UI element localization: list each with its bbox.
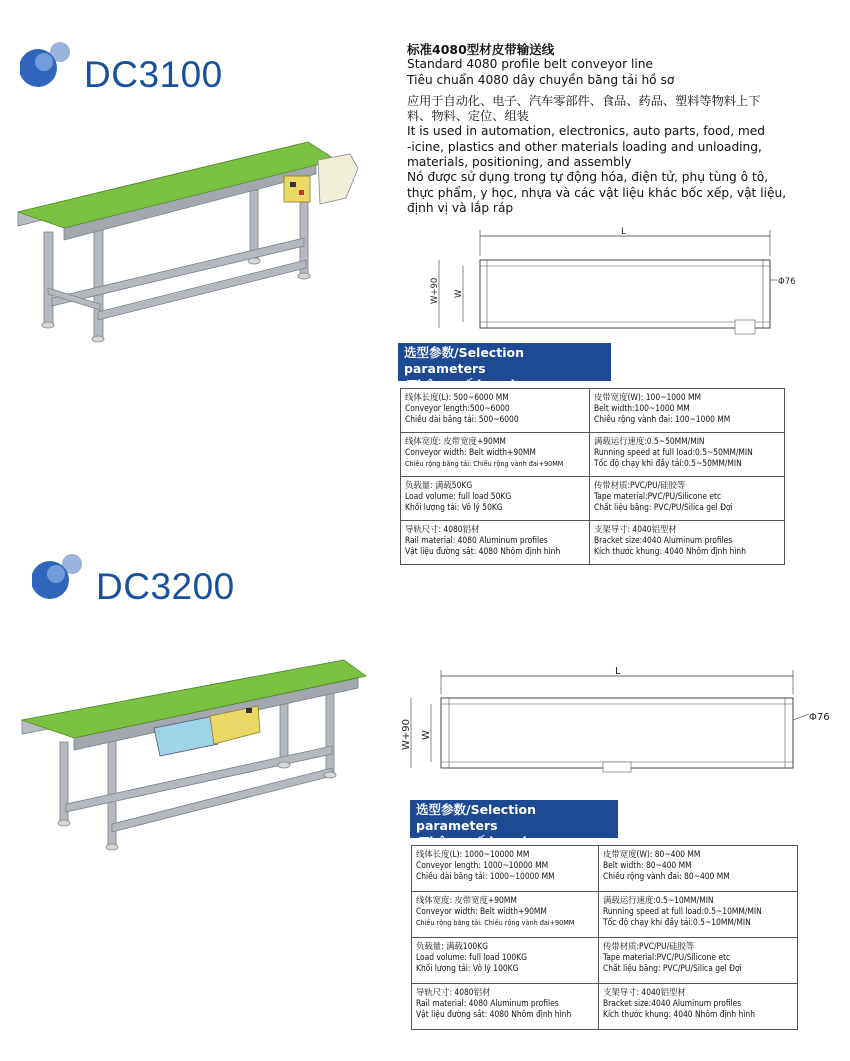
table-row: [401, 477, 785, 521]
spec-cell-length: 线体长度(L): 1000~10000 MM Conveyor length: 1000~10000 MM Chiều dài băng tải: 1000~10000 MM: [412, 846, 599, 892]
title-cn: 标准4080型材皮带输送线: [407, 42, 555, 57]
table-row: [412, 984, 798, 1030]
desc-en-3: materials, positioning, and assembly: [407, 155, 632, 170]
dc3200-logo-dots-icon: [32, 552, 84, 602]
spec-cell-tape-material: 传带材质:PVC/PU/硅胶等 Tape material:PVC/PU/Silicone etc Chất liệu băng: PVC/PU/Silica gel Đợi: [590, 477, 785, 521]
selection-header-line1: 选型参数/Selection parameters: [404, 345, 524, 376]
spec-cell-conveyor-width: 线体宽度: 皮带宽度+90MM Conveyor width: Belt width+90MM Chiều rộng băng tải: Chiều rộng vành đai+90MM: [401, 433, 590, 477]
dc3200-conveyor-illustration: [14, 648, 374, 858]
dc3100-description: [407, 42, 847, 216]
spec-cell-bracket: 支架导寸: 4040铝型材 Bracket size:4040 Aluminum profiles Kích thước khung: 4040 Nhôm định hình: [599, 984, 798, 1030]
desc-vi-2: thực phẩm, y học, nhựa và các vật liệu khác bốc xếp, vật liệu,: [407, 185, 787, 200]
spec-cell-rail: 导轨尺寸: 4080铝材 Rail material: 4080 Aluminum profiles Vật liệu đường sắt: 4080 Nhôm định hình: [401, 521, 590, 565]
desc-en-1: It is used in automation, electronics, auto parts, food, med: [407, 124, 766, 139]
dc3100-roller-label: Φ76: [778, 277, 796, 287]
dc3200-selection-header: [410, 800, 618, 849]
selection-header-line1: 选型参数/Selection parameters: [416, 802, 536, 833]
spec-cell-belt-width: 皮带宽度(W): 100~1000 MM Belt width:100~1000 MM Chiều rộng vành đai: 100~1000 MM: [590, 389, 785, 433]
spec-cell-tape-material: 传带材质:PVC/PU/硅胶等 Tape material:PVC/PU/Silicone etc Chất liệu băng: PVC/PU/Silica gel Đợi: [599, 938, 798, 984]
desc-cn-1: 应用于自动化、电子、汽车零部件、食品、药品、塑料等物料上下: [407, 93, 761, 108]
spec-cell-conveyor-width: 线体宽度: 皮带宽度+90MM Conveyor width: Belt width+90MM Chiều rộng băng tải: Chiều rộng vành đai+90MM: [412, 892, 599, 938]
desc-vi-1: Nó được sử dụng trong tự động hóa, điện tử, phụ tùng ô tô,: [407, 170, 769, 185]
dc3100-selection-header: [398, 343, 611, 392]
dc3200-outer-width-label: W+90: [401, 719, 412, 750]
spec-cell-load: 负载量: 满载100KG Load volume: full load 100KG Khối lượng tải: Vô lý 100KG: [412, 938, 599, 984]
desc-cn-2: 料、物料、定位、组装: [407, 109, 529, 124]
dc3100-logo-dots-icon: [20, 40, 72, 90]
dc3100-model-title: DC3100: [84, 54, 223, 95]
spec-cell-bracket: 支架导寸: 4040铝型材 Bracket size:4040 Aluminum profiles Kích thước khung: 4040 Nhôm định hình: [590, 521, 785, 565]
table-row: [412, 846, 798, 892]
dc3100-dimension-drawing: [425, 222, 825, 344]
dc3100-outer-width-label: W+90: [430, 277, 440, 304]
spec-cell-length: 线体长度(L): 500~6000 MM Conveyor length:500~6000 Chiều dài băng tải: 500~6000: [401, 389, 590, 433]
table-row: [401, 521, 785, 565]
spec-cell-speed: 满载运行速度:0.5~10MM/MIN Running speed at full load:0.5~10MM/MIN Tốc độ chạy khi đầy tải:0.5~10MM/MIN: [599, 892, 798, 938]
dc3200-roller-label: Φ76: [809, 712, 830, 723]
selection-header-line2: /Thông số lựa chọn: [404, 377, 537, 392]
dc3200-length-label: L: [615, 666, 621, 677]
title-en: Standard 4080 profile belt conveyor line: [407, 57, 653, 72]
dc3100-width-label: W: [454, 289, 464, 298]
spec-cell-rail: 导轨尺寸: 4080铝材 Rail material: 4080 Aluminum profiles Vật liệu đường sắt: 4080 Nhôm định hình: [412, 984, 599, 1030]
dc3200-dimension-drawing: [393, 662, 843, 780]
selection-header-line2: /Thông số lựa chọn: [416, 834, 549, 849]
desc-vi-3: định vị và lắp ráp: [407, 200, 514, 215]
desc-en-2: -icine, plastics and other materials loading and unloading,: [407, 139, 762, 154]
spec-cell-belt-width: 皮带宽度(W): 80~400 MM Belt width: 80~400 MM Chiều rộng vành đai: 80~400 MM: [599, 846, 798, 892]
dc3100-conveyor-illustration: [8, 120, 368, 360]
title-vi: Tiêu chuẩn 4080 dây chuyền băng tải hồ sơ: [407, 72, 675, 87]
table-row: [412, 938, 798, 984]
dc3200-spec-table: [411, 845, 798, 1030]
dc3200-model-title: DC3200: [96, 566, 235, 607]
spec-cell-load: 负载量: 满载50KG Load volume: full load 50KG Khối lượng tải: Vô lý 50KG: [401, 477, 590, 521]
dc3200-width-label: W: [421, 730, 432, 740]
spec-cell-speed: 满载运行速度:0.5~50MM/MIN Running speed at full load:0.5~50MM/MIN Tốc độ chạy khi đầy tải:0.5~50MM/MIN: [590, 433, 785, 477]
dc3100-length-label: L: [621, 227, 627, 237]
table-row: [401, 433, 785, 477]
table-row: [412, 892, 798, 938]
dc3100-spec-table: [400, 388, 785, 565]
table-row: [401, 389, 785, 433]
